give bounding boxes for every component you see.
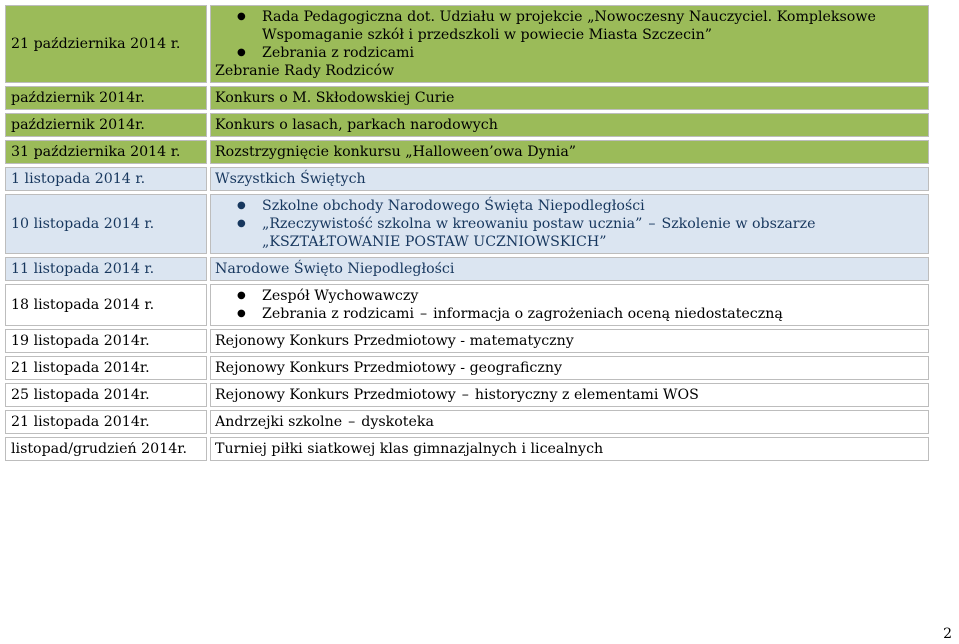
event-description xyxy=(210,383,929,407)
event-date: 21 października 2014 r. xyxy=(5,5,207,83)
event-description: Rozstrzygnięcie konkursu „Halloween’owa Dynia” xyxy=(210,140,929,164)
event-date: 31 października 2014 r. xyxy=(5,140,207,164)
table-row xyxy=(5,167,929,191)
event-description: Wszystkich Świętych xyxy=(210,167,929,191)
item-text: „Rzeczywistość szkolna w kreowaniu postaw ucznia” xyxy=(262,216,643,232)
item-text: informacja o zagrożeniach oceną niedostateczną xyxy=(433,306,783,322)
item-text: Szkolenie w obszarze „KSZTAŁTOWANIE POSTAW UCZNIOWSKICH” xyxy=(262,216,816,250)
table-row xyxy=(5,383,929,407)
dash-separator: – xyxy=(461,387,469,403)
bullet-list xyxy=(215,287,924,323)
bullet-list xyxy=(215,8,924,62)
event-description xyxy=(210,284,929,326)
event-date: listopad/grudzień 2014r. xyxy=(5,437,207,461)
event-description: Rejonowy Konkurs Przedmiotowy - matematyczny xyxy=(210,329,929,353)
event-date: październik 2014r. xyxy=(5,113,207,137)
table-row xyxy=(5,194,929,254)
event-date: 21 listopada 2014r. xyxy=(5,356,207,380)
event-description: Rejonowy Konkurs Przedmiotowy - geograficzny xyxy=(210,356,929,380)
event-text: Zebranie Rady Rodziców xyxy=(215,63,395,79)
event-text: Andrzejki szkolne xyxy=(215,414,343,430)
bullet-list xyxy=(215,197,924,251)
event-date: 18 listopada 2014 r. xyxy=(5,284,207,326)
table-row xyxy=(5,437,929,461)
list-item: ● Zespół Wychowawczy xyxy=(215,287,924,305)
event-date: 11 listopada 2014 r. xyxy=(5,257,207,281)
event-description: Konkurs o M. Skłodowskiej Curie xyxy=(210,86,929,110)
event-date: 1 listopada 2014 r. xyxy=(5,167,207,191)
table-row xyxy=(5,113,929,137)
table-row xyxy=(5,410,929,434)
event-description xyxy=(210,410,929,434)
table-row xyxy=(5,140,929,164)
table-row xyxy=(5,329,929,353)
list-item xyxy=(215,305,924,323)
page-number: 2 xyxy=(943,626,952,642)
event-text: Rejonowy Konkurs Przedmiotowy xyxy=(215,387,456,403)
dash-separator: – xyxy=(648,216,656,232)
table-row xyxy=(5,257,929,281)
event-date: 21 listopada 2014r. xyxy=(5,410,207,434)
event-date: 10 listopada 2014 r. xyxy=(5,194,207,254)
table-row xyxy=(5,284,929,326)
event-description: Narodowe Święto Niepodległości xyxy=(210,257,929,281)
dash-separator: – xyxy=(348,414,356,430)
event-description: Konkurs o lasach, parkach narodowych xyxy=(210,113,929,137)
list-item: ● Zebrania z rodzicami xyxy=(215,44,924,62)
dash-separator: – xyxy=(420,306,428,322)
item-text: Zebrania z rodzicami xyxy=(262,306,415,322)
table-row xyxy=(5,86,929,110)
list-item: ● Szkolne obchody Narodowego Święta Niepodległości xyxy=(215,197,924,215)
list-item: ● Rada Pedagogiczna dot. Udziału w projekcie „Nowoczesny Nauczyciel. Kompleksowe Wspomaganie szkół i przedszkoli w powiecie Miasta Szczecin” xyxy=(215,8,924,44)
event-date: 19 listopada 2014r. xyxy=(5,329,207,353)
table-row xyxy=(5,5,929,83)
list-item xyxy=(215,215,924,251)
event-description xyxy=(210,5,929,83)
event-description: Turniej piłki siatkowej klas gimnazjalnych i licealnych xyxy=(210,437,929,461)
event-text: historyczny z elementami WOS xyxy=(474,387,699,403)
event-text: dyskoteka xyxy=(361,414,434,430)
events-table xyxy=(2,2,932,464)
event-date: 25 listopada 2014r. xyxy=(5,383,207,407)
event-date: październik 2014r. xyxy=(5,86,207,110)
table-row xyxy=(5,356,929,380)
event-description xyxy=(210,194,929,254)
